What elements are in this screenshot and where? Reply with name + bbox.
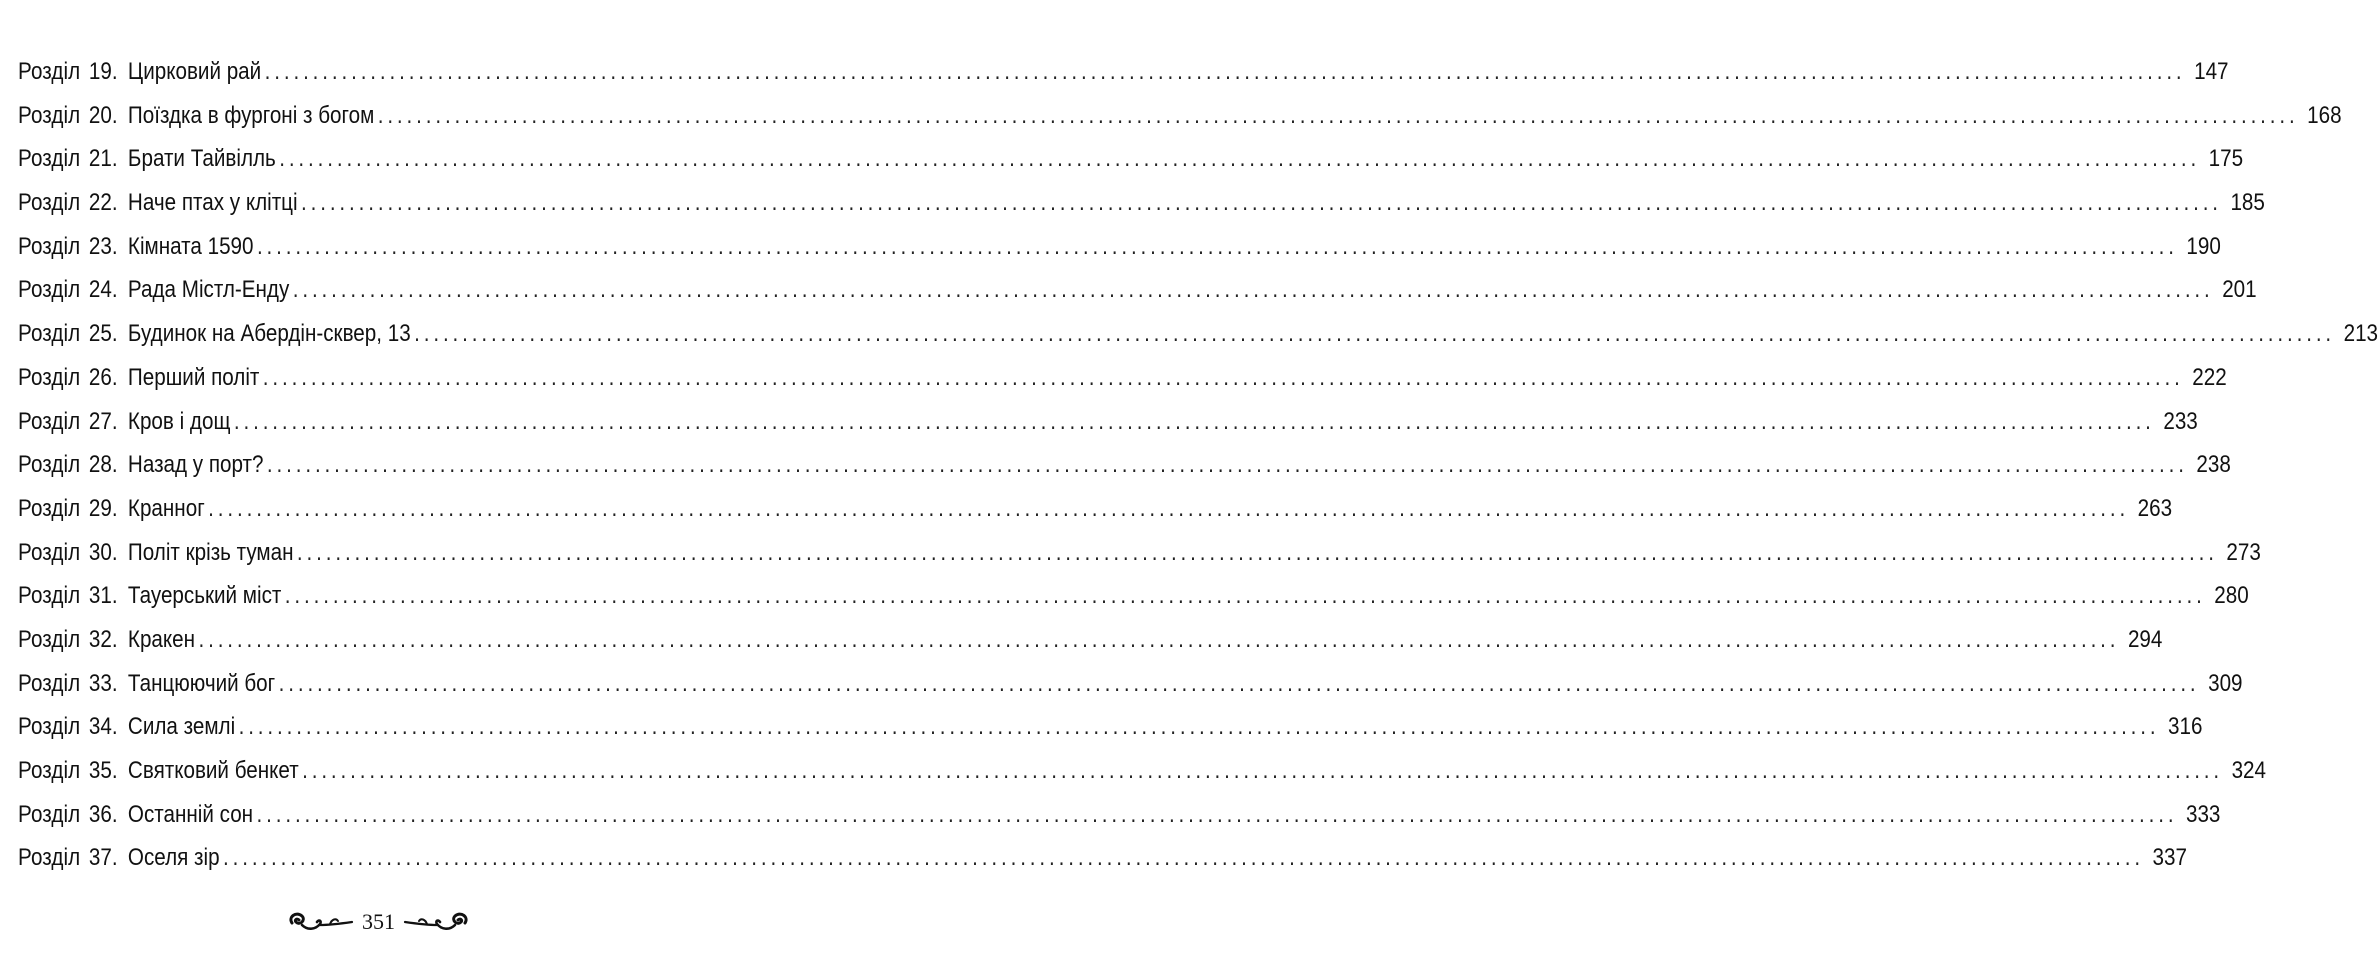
chapter-title: Перший політ: [127, 363, 260, 391]
chapter-label: Розділ: [18, 232, 81, 260]
toc-entry: [18, 356, 2227, 400]
dot-leader: ........................................................................................................................................................................................................: [223, 844, 2144, 872]
toc-entry: [18, 137, 2244, 181]
chapter-number: 24.: [88, 276, 118, 304]
chapter-title: Кімната 1590: [127, 232, 254, 260]
dot-leader: ........................................................................................................................................................................................................: [238, 713, 2160, 741]
chapter-title: Святковий бенкет: [127, 757, 299, 784]
chapter-title: Політ крізь туман: [127, 538, 294, 566]
dot-leader: ........................................................................................................................................................................................................: [302, 757, 2224, 784]
chapter-title: Танцюючий бог: [127, 669, 276, 697]
chapter-title: Рада Містл-Енду: [127, 276, 290, 304]
chapter-number: 33.: [88, 669, 118, 697]
chapter-number: 36.: [88, 800, 118, 828]
chapter-label: Розділ: [18, 494, 81, 522]
chapter-label: Розділ: [18, 363, 81, 391]
chapter-page-number: 280: [2214, 582, 2249, 610]
chapter-label: Розділ: [18, 538, 81, 566]
chapter-page-number: 273: [2226, 538, 2261, 566]
dot-leader: ........................................................................................................................................................................................................: [284, 582, 2206, 610]
chapter-number: 19.: [88, 58, 118, 85]
toc-entry: [18, 268, 2257, 312]
toc-entry: [18, 574, 2249, 618]
toc-entry: [18, 312, 2378, 356]
chapter-page-number: 233: [2163, 407, 2198, 435]
dot-leader: ........................................................................................................................................................................................................: [292, 276, 2214, 304]
dot-leader: ........................................................................................................................................................................................................: [264, 58, 2186, 85]
dot-leader: ........................................................................................................................................................................................................: [262, 363, 2184, 391]
chapter-page-number: 175: [2208, 145, 2244, 173]
flourish-right-icon: [401, 909, 471, 935]
chapter-title: Кранног: [127, 494, 205, 522]
chapter-label: Розділ: [18, 582, 81, 610]
toc-entry: [18, 749, 2267, 793]
chapter-number: 31.: [88, 582, 118, 610]
chapter-label: Розділ: [18, 58, 81, 85]
chapter-page-number: 337: [2152, 844, 2187, 872]
chapter-page-number: 213: [2343, 320, 2378, 348]
chapter-number: 30.: [88, 538, 118, 566]
chapter-title: Поїздка в фургоні з богом: [127, 101, 375, 129]
chapter-title: Тауерський міст: [127, 582, 282, 610]
chapter-page-number: 309: [2208, 669, 2243, 697]
chapter-page-number: 168: [2307, 101, 2342, 129]
table-of-contents: [18, 50, 2378, 880]
chapter-title: Кракен: [127, 625, 196, 653]
dot-leader: ........................................................................................................................................................................................................: [278, 669, 2200, 697]
dot-leader: ........................................................................................................................................................................................................: [208, 494, 2130, 522]
toc-entry: [18, 50, 2229, 94]
chapter-label: Розділ: [18, 757, 81, 784]
dot-leader: ........................................................................................................................................................................................................: [256, 232, 2178, 260]
chapter-number: 35.: [88, 757, 118, 784]
chapter-page-number: 190: [2186, 232, 2221, 260]
chapter-number: 27.: [88, 407, 118, 435]
toc-entry: [18, 793, 2221, 837]
toc-entry: [18, 181, 2265, 225]
chapter-label: Розділ: [18, 101, 81, 129]
toc-entry: [18, 443, 2231, 487]
toc-entry: [18, 487, 2173, 531]
chapter-page-number: 294: [2127, 625, 2163, 653]
chapter-number: 22.: [88, 189, 118, 217]
dot-leader: ........................................................................................................................................................................................................: [198, 625, 2120, 653]
chapter-number: 37.: [88, 844, 118, 872]
chapter-page-number: 147: [2194, 58, 2229, 85]
chapter-label: Розділ: [18, 145, 81, 173]
chapter-number: 23.: [88, 232, 118, 260]
chapter-label: Розділ: [18, 713, 81, 741]
toc-entry: [18, 618, 2163, 662]
chapter-number: 26.: [88, 363, 118, 391]
chapter-title: Останній сон: [127, 800, 254, 828]
dot-leader: ........................................................................................................................................................................................................: [266, 451, 2188, 479]
chapter-number: 28.: [88, 451, 118, 479]
chapter-label: Розділ: [18, 320, 81, 348]
chapter-title: Сила землі: [127, 713, 236, 741]
dot-leader: ........................................................................................................................................................................................................: [301, 189, 2222, 217]
chapter-page-number: 238: [2196, 451, 2231, 479]
dot-leader: ........................................................................................................................................................................................................: [296, 538, 2218, 566]
chapter-label: Розділ: [18, 625, 81, 653]
chapter-page-number: 201: [2222, 276, 2257, 304]
chapter-page-number: 222: [2192, 363, 2227, 391]
dot-leader: ........................................................................................................................................................................................................: [377, 101, 2299, 129]
chapter-label: Розділ: [18, 844, 81, 872]
toc-entry: [18, 225, 2221, 269]
toc-entry: [18, 662, 2243, 706]
chapter-number: 25.: [88, 320, 118, 348]
chapter-label: Розділ: [18, 407, 81, 435]
chapter-label: Розділ: [18, 276, 81, 304]
chapter-title: Кров і дощ: [127, 407, 231, 435]
page-footer: [0, 902, 757, 942]
chapter-label: Розділ: [18, 451, 81, 479]
chapter-number: 34.: [88, 713, 118, 741]
chapter-title: Брати Тайвілль: [127, 145, 276, 173]
chapter-page-number: 333: [2185, 800, 2221, 828]
page-number: 351: [362, 909, 395, 934]
chapter-title: Будинок на Абердін-сквер, 13: [127, 320, 411, 348]
toc-entry: [18, 836, 2187, 880]
dot-leader: ........................................................................................................................................................................................................: [256, 800, 2178, 828]
flourish-left-icon: [286, 909, 356, 935]
chapter-page-number: 324: [2231, 757, 2267, 784]
chapter-title: Наче птах у клітці: [127, 189, 298, 217]
chapter-title: Цирковий рай: [127, 58, 262, 85]
chapter-number: 29.: [88, 494, 118, 522]
chapter-page-number: 185: [2230, 189, 2265, 217]
toc-entry: [18, 400, 2198, 444]
dot-leader: ........................................................................................................................................................................................................: [414, 320, 2336, 348]
chapter-number: 20.: [88, 101, 118, 129]
toc-entry: [18, 705, 2203, 749]
toc-entry: [18, 531, 2261, 575]
chapter-page-number: 263: [2137, 494, 2173, 522]
chapter-label: Розділ: [18, 189, 81, 217]
chapter-number: 21.: [88, 145, 118, 173]
chapter-title: Назад у порт?: [127, 451, 264, 479]
chapter-number: 32.: [88, 625, 118, 653]
dot-leader: ........................................................................................................................................................................................................: [233, 407, 2155, 435]
chapter-title: Оселя зір: [127, 844, 220, 872]
chapter-label: Розділ: [18, 800, 81, 828]
toc-entry: [18, 94, 2342, 138]
chapter-page-number: 316: [2168, 713, 2203, 741]
dot-leader: ........................................................................................................................................................................................................: [279, 145, 2201, 173]
chapter-label: Розділ: [18, 669, 81, 697]
